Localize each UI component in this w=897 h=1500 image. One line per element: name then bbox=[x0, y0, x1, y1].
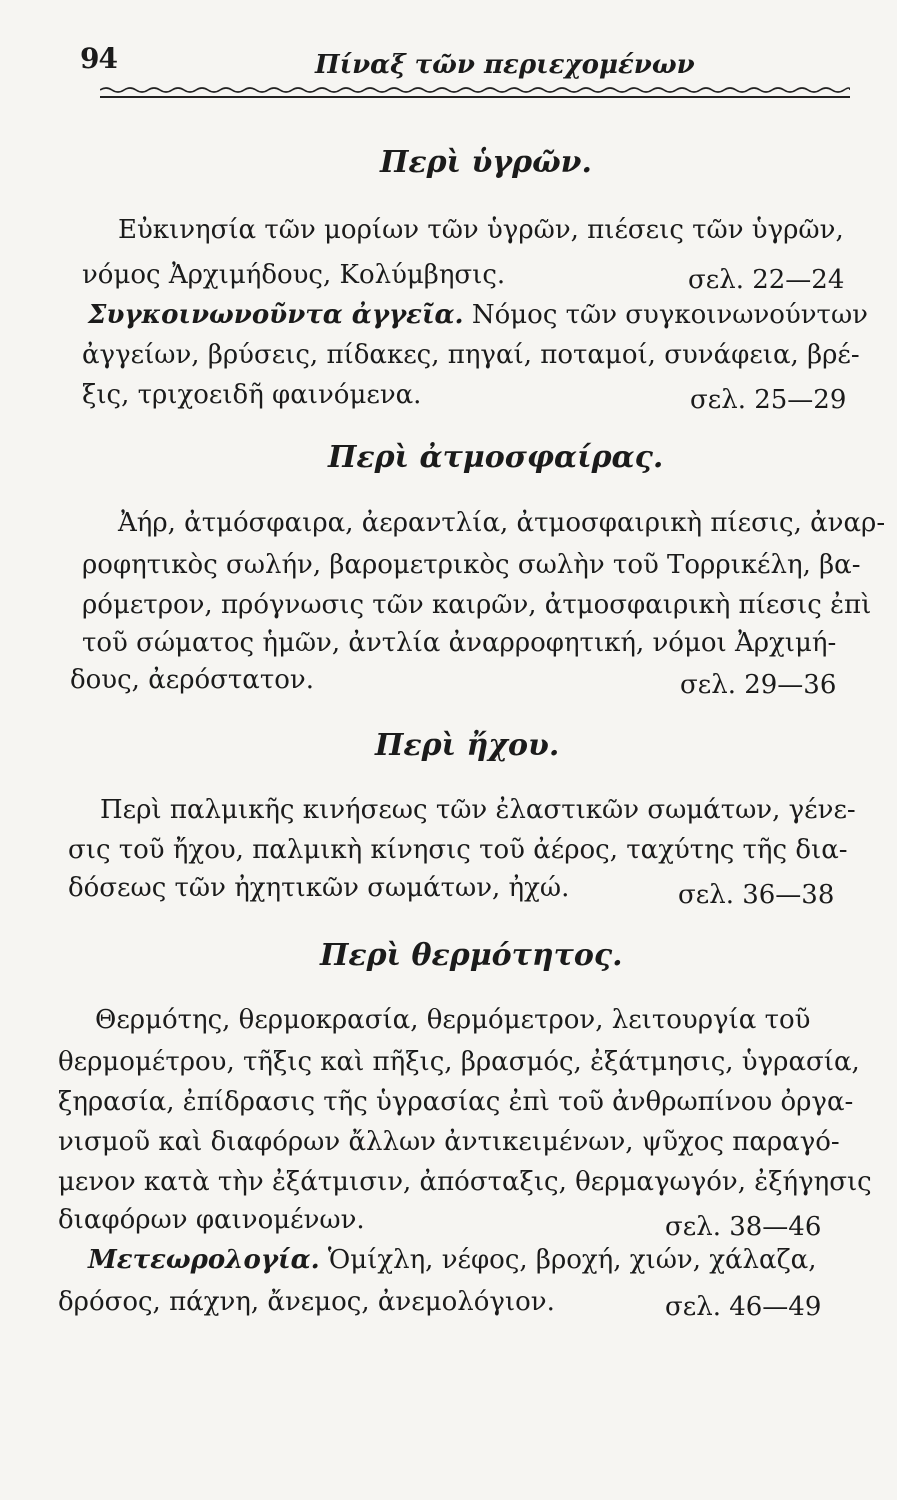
page-number: 94 bbox=[80, 42, 117, 75]
text-line: ἀγγείων, βρύσεις, πίδακες, πηγαί, ποταμοί, συνάφεια, βρέ- bbox=[82, 340, 860, 370]
text-line bbox=[88, 1245, 817, 1275]
text-line: Εὐκινησία τῶν μορίων τῶν ὑγρῶν, πιέσεις τῶν ὑγρῶν, bbox=[118, 215, 844, 245]
section-heading: Περὶ ἤχου. bbox=[375, 728, 560, 763]
text-line: δους, ἀερόστατον. bbox=[70, 665, 314, 695]
text-line: δόσεως τῶν ἠχητικῶν σωμάτων, ἠχώ. bbox=[68, 873, 570, 903]
page-reference: σελ. 46—49 bbox=[665, 1292, 822, 1322]
page-reference: σελ. 36—38 bbox=[678, 880, 835, 910]
text-line: Περὶ παλμικῆς κινήσεως τῶν ἐλαστικῶν σωμάτων, γένε- bbox=[100, 795, 856, 825]
running-head bbox=[60, 40, 860, 90]
page-reference: σελ. 25—29 bbox=[690, 385, 847, 415]
section-heading: Περὶ θερμότητος. bbox=[320, 938, 623, 973]
text-line: δρόσος, πάχνη, ἄνεμος, ἀνεμολόγιον. bbox=[58, 1287, 555, 1317]
page-reference: σελ. 22—24 bbox=[688, 265, 845, 295]
text-line: ροφητικὸς σωλήν, βαρομετρικὸς σωλὴν τοῦ Τορρικέλη, βα- bbox=[82, 550, 861, 580]
entry-title: Συγκοινωνοῦντα ἀγγεῖα. bbox=[88, 300, 464, 330]
text-line: ξηρασία, ἐπίδρασις τῆς ὑγρασίας ἐπὶ τοῦ ἀνθρωπίνου ὀργα- bbox=[58, 1087, 854, 1117]
page-reference: σελ. 38—46 bbox=[665, 1212, 822, 1242]
text-line: νισμοῦ καὶ διαφόρων ἄλλων ἀντικειμένων, ψῦχος παραγό- bbox=[58, 1127, 840, 1157]
section-heading: Περὶ ὑγρῶν. bbox=[380, 145, 592, 180]
text-line: σις τοῦ ἤχου, παλμικὴ κίνησις τοῦ ἀέρος, ταχύτης τῆς δια- bbox=[68, 835, 848, 865]
entry-title: Μετεωρολογία. bbox=[88, 1245, 320, 1275]
text-line: διαφόρων φαινομένων. bbox=[58, 1205, 365, 1235]
text-span: Ὁμίχλη, νέφος, βροχή, χιών, χάλαζα, bbox=[319, 1245, 817, 1275]
text-line: θερμομέτρου, τῆξις καὶ πῆξις, βρασμός, ἐξάτμησις, ὑγρασία, bbox=[58, 1047, 860, 1077]
text-line: νόμος Ἀρχιμήδους, Κολύμβησις. bbox=[82, 260, 506, 290]
text-line: ξις, τριχοειδῆ φαινόμενα. bbox=[82, 380, 422, 410]
header-title: Πίναξ τῶν περιεχομένων bbox=[315, 50, 695, 80]
page-reference: σελ. 29—36 bbox=[680, 670, 837, 700]
text-span: Νόμος τῶν συγκοινωνούντων bbox=[463, 300, 868, 330]
text-line: μενον κατὰ τὴν ἐξάτμισιν, ἀπόσταξις, θερμαγωγόν, ἐξήγησις bbox=[58, 1167, 872, 1197]
text-line: ρόμετρον, πρόγνωσις τῶν καιρῶν, ἀτμοσφαιρικὴ πίεσις ἐπὶ bbox=[82, 590, 872, 620]
text-line bbox=[88, 300, 868, 330]
text-line: τοῦ σώματος ἡμῶν, ἀντλία ἀναρροφητική, νόμοι Ἀρχιμή- bbox=[82, 628, 837, 658]
section-heading: Περὶ ἀτμοσφαίρας. bbox=[328, 440, 664, 475]
text-line: Ἀήρ, ἀτμόσφαιρα, ἀεραντλία, ἀτμοσφαιρικὴ πίεσις, ἀναρ- bbox=[118, 508, 886, 538]
header-rule bbox=[100, 84, 850, 102]
text-line: Θερμότης, θερμοκρασία, θερμόμετρον, λειτουργία τοῦ bbox=[95, 1005, 811, 1035]
